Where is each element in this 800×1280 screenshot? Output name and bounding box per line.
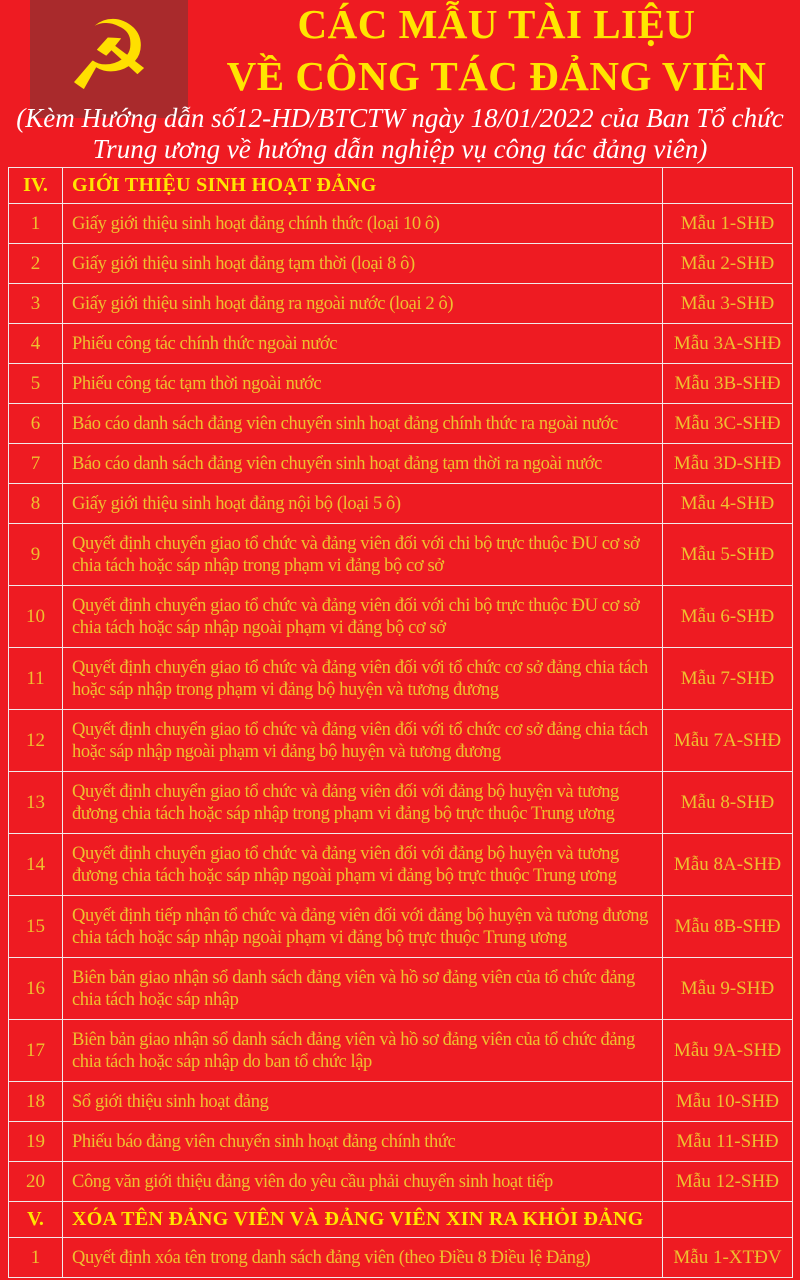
row-number-cell: 17 [9,1020,63,1082]
form-code-cell: Mẫu 5-SHĐ [663,524,793,586]
form-code-cell: Mẫu 6-SHĐ [663,586,793,648]
row-number-cell: 4 [9,324,63,364]
form-code-cell: Mẫu 9-SHĐ [663,958,793,1020]
description-cell: Phiếu công tác chính thức ngoài nước [63,324,663,364]
table-row [9,1020,793,1082]
hammer-sickle-icon: ☭ [65,0,153,112]
form-code-cell: Mẫu 8-SHĐ [663,772,793,834]
description-cell: Quyết định chuyển giao tổ chức và đảng viên đối với chi bộ trực thuộc ĐU cơ sở chia tách hoặc sáp nhập trong phạm vi đảng bộ cơ sở [63,524,663,586]
form-code-cell: Mẫu 4-SHĐ [663,484,793,524]
form-code-cell: Mẫu 3B-SHĐ [663,364,793,404]
description-cell: Quyết định chuyển giao tổ chức và đảng viên đối với chi bộ trực thuộc ĐU cơ sở chia tách hoặc sáp nhập ngoài phạm vi đảng bộ cơ sở [63,586,663,648]
row-number-cell: 15 [9,896,63,958]
row-number-cell: 5 [9,364,63,404]
table-row [9,1238,793,1278]
row-number-cell: 1 [9,204,63,244]
section-header-row [9,168,793,204]
page-subtitle [0,103,800,165]
section-form-cell [663,1202,793,1238]
description-cell: Quyết định tiếp nhận tổ chức và đảng viên đối với đảng bộ huyện và tương đương chia tách hoặc sáp nhập ngoài phạm vi đảng bộ trực thuộc Trung ương [63,896,663,958]
form-code-cell: Mẫu 3A-SHĐ [663,324,793,364]
row-number-cell: 20 [9,1162,63,1202]
table-row [9,958,793,1020]
description-cell: Giấy giới thiệu sinh hoạt đảng ra ngoài nước (loại 2 ô) [63,284,663,324]
section-form-cell [663,168,793,204]
description-cell: Báo cáo danh sách đảng viên chuyển sinh hoạt đảng tạm thời ra ngoài nước [63,444,663,484]
description-cell: Giấy giới thiệu sinh hoạt đảng tạm thời (loại 8 ô) [63,244,663,284]
table-row [9,364,793,404]
description-cell: Phiếu công tác tạm thời ngoài nước [63,364,663,404]
table-row [9,444,793,484]
form-code-cell: Mẫu 2-SHĐ [663,244,793,284]
row-number-cell: 19 [9,1122,63,1162]
form-code-cell: Mẫu 10-SHĐ [663,1082,793,1122]
form-code-cell: Mẫu 12-SHĐ [663,1162,793,1202]
form-code-cell: Mẫu 11-SHĐ [663,1122,793,1162]
description-cell: Biên bản giao nhận sổ danh sách đảng viên và hồ sơ đảng viên của tổ chức đảng chia tách hoặc sáp nhập do ban tổ chức lập [63,1020,663,1082]
description-cell: Giấy giới thiệu sinh hoạt đảng nội bộ (loại 5 ô) [63,484,663,524]
party-emblem [30,0,188,118]
form-code-cell: Mẫu 3-SHĐ [663,284,793,324]
table-row [9,404,793,444]
description-cell: Quyết định chuyển giao tổ chức và đảng viên đối với đảng bộ huyện và tương đương chia tách hoặc sáp nhập trong phạm vi đảng bộ trực thuộc Trung ương [63,772,663,834]
page-title-line2: VỀ CÔNG TÁC ĐẢNG VIÊN [226,53,767,99]
row-number-cell: 2 [9,244,63,284]
table-row [9,1162,793,1202]
section-number-cell: V. [9,1202,63,1238]
forms-table [8,167,793,1278]
table-row [9,524,793,586]
description-cell: Báo cáo danh sách đảng viên chuyển sinh hoạt đảng chính thức ra ngoài nước [63,404,663,444]
table-row [9,772,793,834]
form-code-cell: Mẫu 1-SHĐ [663,204,793,244]
form-code-cell: Mẫu 8A-SHĐ [663,834,793,896]
row-number-cell: 16 [9,958,63,1020]
form-code-cell: Mẫu 7A-SHĐ [663,710,793,772]
row-number-cell: 11 [9,648,63,710]
section-number-cell: IV. [9,168,63,204]
row-number-cell: 9 [9,524,63,586]
table-row [9,324,793,364]
section-title-cell: GIỚI THIỆU SINH HOẠT ĐẢNG [63,168,663,204]
page-subtitle-line2: Trung ương về hướng dẫn nghiệp vụ công tác đảng viên) [92,134,708,164]
description-cell: Quyết định chuyển giao tổ chức và đảng viên đối với tổ chức cơ sở đảng chia tách hoặc sáp nhập trong phạm vi đảng bộ huyện và tương đương [63,648,663,710]
table-row [9,648,793,710]
row-number-cell: 10 [9,586,63,648]
page-subtitle-line1: (Kèm Hướng dẫn số12-HD/BTCTW ngày 18/01/2022 của Ban Tổ chức [16,103,784,133]
row-number-cell: 1 [9,1238,63,1278]
form-code-cell: Mẫu 3C-SHĐ [663,404,793,444]
page-title [195,0,798,102]
description-cell: Phiếu báo đảng viên chuyển sinh hoạt đảng chính thức [63,1122,663,1162]
section-title-cell: XÓA TÊN ĐẢNG VIÊN VÀ ĐẢNG VIÊN XIN RA KHỎI ĐẢNG [63,1202,663,1238]
table-row [9,834,793,896]
description-cell: Quyết định chuyển giao tổ chức và đảng viên đối với đảng bộ huyện và tương đương chia tách hoặc sáp nhập ngoài phạm vi đảng bộ trực thuộc Trung ương [63,834,663,896]
description-cell: Sổ giới thiệu sinh hoạt đảng [63,1082,663,1122]
table-row [9,896,793,958]
form-code-cell: Mẫu 3D-SHĐ [663,444,793,484]
form-code-cell: Mẫu 8B-SHĐ [663,896,793,958]
description-cell: Quyết định xóa tên trong danh sách đảng viên (theo Điều 8 Điều lệ Đảng) [63,1238,663,1278]
form-code-cell: Mẫu 7-SHĐ [663,648,793,710]
table-row [9,1082,793,1122]
forms-table-body [9,168,793,1278]
table-row [9,204,793,244]
row-number-cell: 12 [9,710,63,772]
description-cell: Giấy giới thiệu sinh hoạt đảng chính thức (loại 10 ô) [63,204,663,244]
row-number-cell: 18 [9,1082,63,1122]
row-number-cell: 3 [9,284,63,324]
table-row [9,284,793,324]
table-row [9,1122,793,1162]
description-cell: Biên bản giao nhận sổ danh sách đảng viên và hồ sơ đảng viên của tổ chức đảng chia tách hoặc sáp nhập [63,958,663,1020]
row-number-cell: 13 [9,772,63,834]
description-cell: Quyết định chuyển giao tổ chức và đảng viên đối với tổ chức cơ sở đảng chia tách hoặc sáp nhập ngoài phạm vi đảng bộ huyện và tương đương [63,710,663,772]
table-row [9,244,793,284]
form-code-cell: Mẫu 9A-SHĐ [663,1020,793,1082]
section-header-row [9,1202,793,1238]
page-title-line1: CÁC MẪU TÀI LIỆU [297,1,696,47]
header [0,0,800,167]
row-number-cell: 14 [9,834,63,896]
form-code-cell: Mẫu 1-XTĐV [663,1238,793,1278]
row-number-cell: 6 [9,404,63,444]
table-row [9,586,793,648]
table-row [9,710,793,772]
row-number-cell: 8 [9,484,63,524]
description-cell: Công văn giới thiệu đảng viên do yêu cầu phải chuyển sinh hoạt tiếp [63,1162,663,1202]
table-row [9,484,793,524]
row-number-cell: 7 [9,444,63,484]
